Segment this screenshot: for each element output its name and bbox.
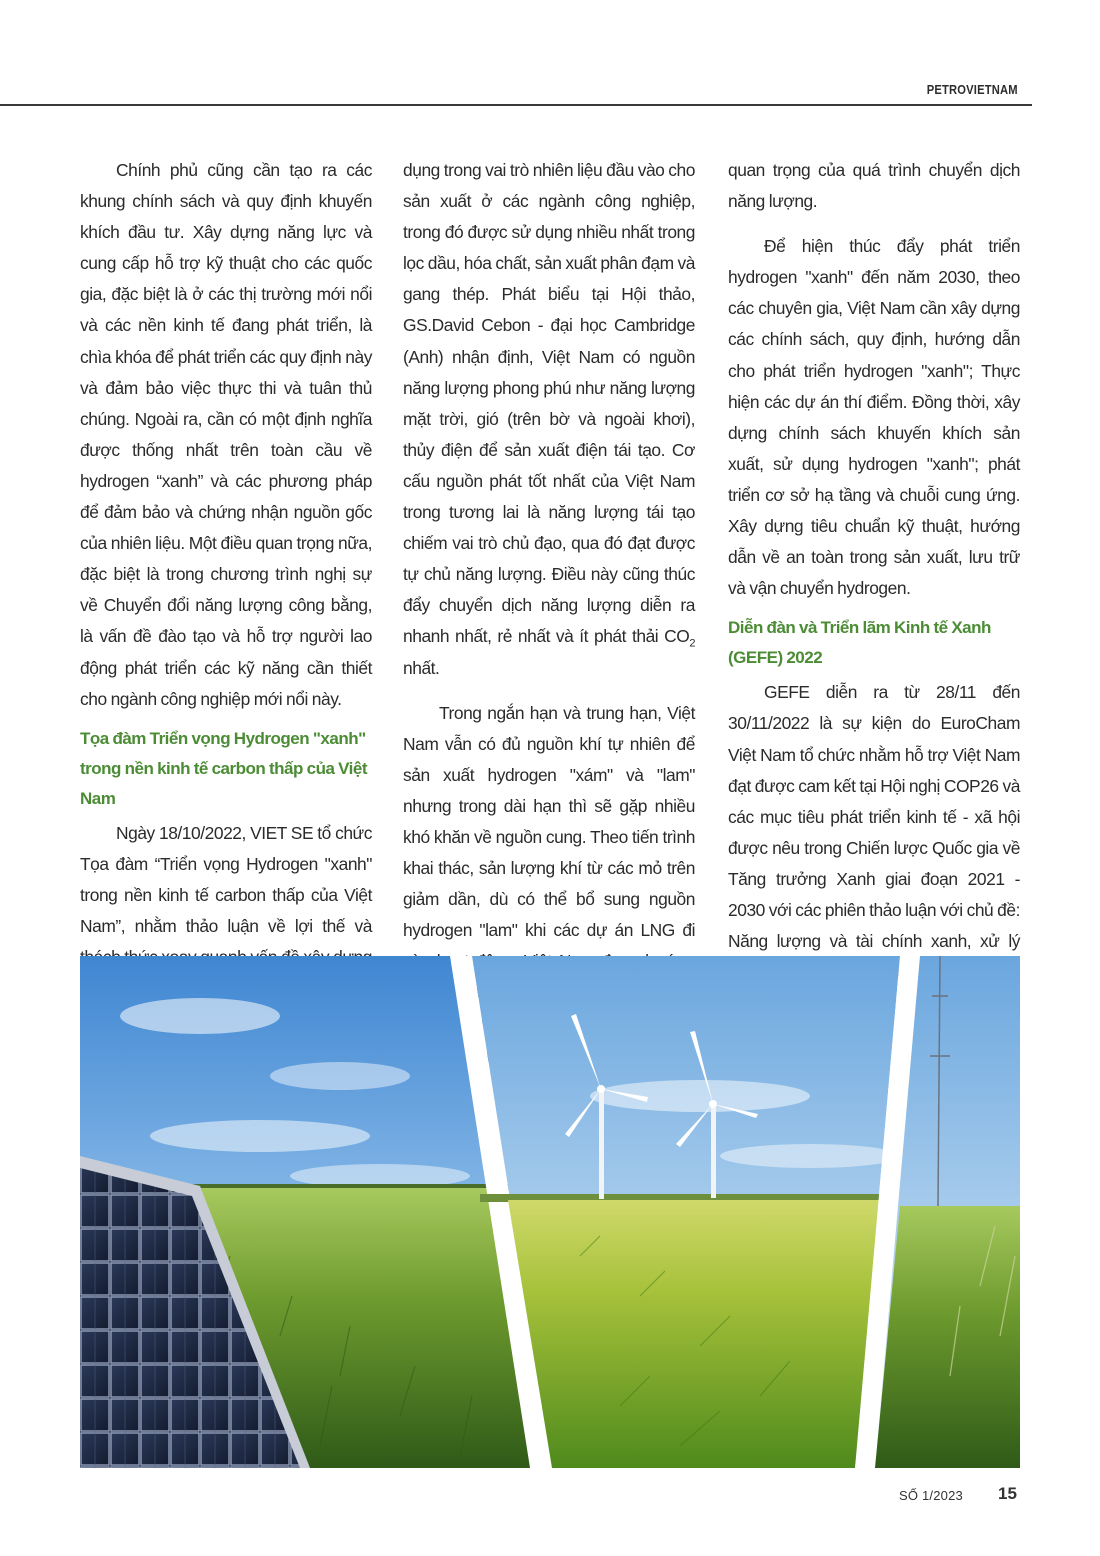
- paragraph: Trong ngắn hạn và trung hạn, Việt Nam vẫn có đủ nguồn khí tự nhiên để sản xuất hydrogen "xám" và "lam" nhưng trong dài hạn thì sẽ gặp nhiều khó khăn về nguồn cung. Theo tiến trình khai thác, sản lượng khí từ các mỏ trên giảm dần, dù có thể bổ sung nguồn hydrogen "lam" khi các dự án LNG đi: [403, 702, 695, 941]
- paragraph: Để hiện thúc đẩy phát triển hydrogen "xanh" đến năm 2030, theo các chuyên gia, Việt Nam cần xây dựng các chính sách, quy định, hướng dẫn cho phát triển hydrogen "xanh"; Thực hiện các dự án thí điểm. Đồng thời, xây dựng chính sách khuyến khích sản xuất, sử dụng hydrogen "xanh"; phát triển cơ sở hạ tầng và chuỗi cung ứng. Xây dựng tiêu chuẩn kỹ thuật, hướng dẫn về an toàn trong sản xuất, lưu trữ và vận chuyển hydrogen.: [728, 236, 1020, 599]
- issue-number: SỐ 1/2023: [899, 1488, 963, 1503]
- paragraph: quan trọng của quá trình chuyển dịch năng lượng.: [728, 160, 1020, 212]
- section-heading: Tọa đàm Triển vọng Hydrogen "xanh" trong nền kinh tế carbon thấp của Việt Nam: [80, 728, 368, 808]
- paragraph: Ngày 18/10/2022, VIET SE tổ chức Tọa đàm “Triển vọng Hydrogen "xanh" trong nền kinh tế carbon thấp của Việt Nam”, nhằm thảo luận về lợi thế và: [80, 822, 372, 936]
- subscript: 2: [689, 637, 695, 650]
- paragraph: Chính phủ cũng cần tạo ra các khung chính sách và quy định khuyến khích đầu tư. Xây dựng năng lực và cung cấp hỗ trợ kỹ thuật cho các quốc gia, đặc biệt là ở các thị trường mới nổi và các nền kinh tế đang phát triển, là chìa khóa để phát triển các quy định này và đảm bảo việc thực thi và tuân thủ chúng. Ngoài ra, cần có một định nghĩa được thống nhất trên toàn cầu về hydrogen “xanh” và các phương pháp để đảm bảo và chứng nhận nguồn gốc của nhiên liệu. Một điều quan trọng nữa, đặc biệt là trong chương trình nghị sự về Chuyển đổi năng lượng công bằng, là vấn đề đào tạo và hỗ trợ người lao động phát triển các kỹ năng cần thiết cho ngành công nghiệp mới nổi này.: [80, 160, 372, 709]
- header-rule: [0, 104, 1032, 106]
- paragraph-text: dụng trong vai trò nhiên liệu đầu vào cho sản xuất ở các ngành công nghiệp, trong đó được sử dụng nhiều nhất trong lọc dầu, hóa chất, sản xuất phân đạm và gang thép. Phát biểu tại Hội thảo, GS.David Cebon - đại học Cambridge (Anh) nhận định, Việt Nam có nguồn năng lượng phong phú như năng lượng mặt trời, gió (trên bờ và ngoài khơi), thủy điện để sản xuất điện tái tạo. Cơ cấu nguồn phát tốt nhất của Việt Nam trong tương lai là năng lượng tái tạo chiếm vai trò chủ đạo, qua đó đạt được tự chủ năng lượng. Điều này cũng thúc đẩy chuyển dịch năng lượng diễn ra nhanh nhất, rẻ nhất và ít phát thải CO: [403, 160, 695, 647]
- article-column-3: [728, 155, 1020, 1019]
- section-heading: Diễn đàn và Triển lãm Kinh tế Xanh (GEFE) 2022: [728, 618, 991, 668]
- article-column-1: [80, 155, 372, 1080]
- page-number: 15: [998, 1484, 1017, 1503]
- paragraph: [403, 155, 695, 684]
- header-brand: PETROVIETNAM: [927, 82, 1018, 97]
- renewable-energy-photo-collage: [80, 956, 1020, 1468]
- paragraph: GEFE diễn ra từ 28/11 đến 30/11/2022 là sự kiện do EuroCham Việt Nam tổ chức nhằm hỗ trợ Việt Nam đạt được cam kết tại Hội nghị COP26 và các mục tiêu phát triển kinh tế - xã hội được nêu trong Chiến lược Quốc gia về Tăng trưởng Xanh giai đoạn 2021 - 2030 với các phiên thảo luận với chủ đề: Năng lượng và tài chính xanh, xử lý: [728, 682, 1020, 952]
- paragraph-text-end: nhất.: [403, 657, 440, 678]
